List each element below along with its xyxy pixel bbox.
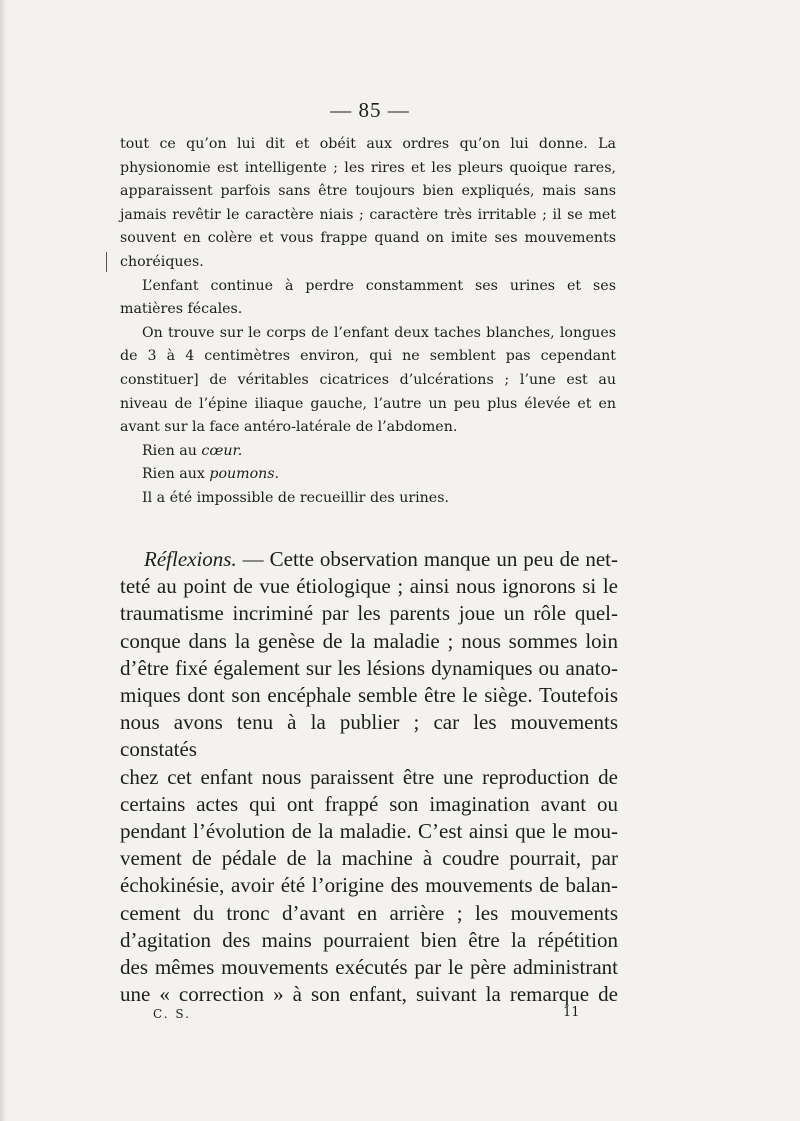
reflexions-line: vement de pédale de la machine à coudre pourrait, par — [120, 846, 618, 871]
reflexions-line: cement du tronc d’avant en arrière ; les mouvements — [120, 900, 618, 925]
reflexions-line: une « correction » à son enfant, suivant la remarque de — [120, 982, 618, 1007]
observation-heart-term: cœur. — [201, 442, 243, 459]
margin-mark — [106, 252, 107, 272]
reflexions-line: conque dans la genèse de la maladie ; nous sommes loin — [120, 628, 618, 653]
observation-lungs-prefix: Rien aux — [142, 466, 210, 483]
observation-text — [120, 133, 616, 511]
reflexions-line: certains actes qui ont frappé son imagination avant ou — [120, 791, 618, 816]
reflexions-heading: Réflexions. — [144, 547, 237, 571]
reflexions-line: d’agitation des mains pourraient bien être la répétition — [120, 927, 618, 952]
observation-paragraph: Il a été impossible de recueillir des urines. — [142, 489, 449, 506]
page-number: — 85 — — [330, 98, 410, 122]
reflexions-line: pendant l’évolution de la maladie. C’est ainsi que le mou- — [120, 819, 618, 844]
reflexions-line: des mêmes mouvements exécutés par le père administrant — [120, 955, 618, 980]
observation-paragraph: tout ce qu’on lui dit et obéit aux ordres qu’on lui donne. La physionomie est intelligente ; les rires et les pleurs quoique rares, apparaissent parfois sans être toujours bien expliqués, mais sans jamais revêtir le caractère niais ; caractère très irritable ; il se met souvent en colère et vous frappe quand on imite ses mouvements choréiques. — [120, 136, 616, 270]
observation-lungs-term: poumons. — [209, 466, 280, 483]
reflexions-line: teté au point de vue étiologique ; ainsi nous ignorons si le — [120, 574, 618, 599]
observation-heart-line — [120, 440, 616, 464]
sheet-number: 11 — [563, 1005, 580, 1020]
reflexions-line — [120, 546, 618, 573]
reflexions-line: nous avons tenu à la publier ; car les mouvements constatés — [120, 710, 618, 762]
reflexions-line: traumatisme incriminé par les parents joue un rôle quel- — [120, 601, 618, 626]
reflexions-line-text: — Cette observation manque un peu de net- — [236, 547, 618, 571]
reflexions-line: échokinésie, avoir été l’origine des mouvements de balan- — [120, 873, 618, 898]
reflexions-line: miques dont son encéphale semble être le siège. Toutefois — [120, 683, 618, 708]
page-edge-shadow — [0, 0, 6, 1121]
observation-paragraph: L’enfant continue à perdre constamment ses urines et ses matières fécales. — [120, 277, 616, 318]
observation-paragraph: On trouve sur le corps de l’enfant deux taches blanches, longues de 3 à 4 centimètres environ, qui ne semblent pas cependant constituer] de véritables cicatrices d’ulcérations ; l’une est au niveau de l’épine iliaque gauche, l’autre un peu plus élevée et en avant sur la face antéro-latérale de l’abdomen. — [120, 324, 616, 436]
reflexions-section — [120, 546, 618, 1008]
reflexions-line: chez cet enfant nous paraissent être une reproduction de — [120, 764, 618, 789]
signature-mark: C. S. — [153, 1007, 191, 1021]
reflexions-line: d’être fixé également sur les lésions dynamiques ou anato- — [120, 655, 618, 680]
observation-heart-prefix: Rien au — [142, 442, 202, 459]
observation-lungs-line — [120, 463, 616, 487]
